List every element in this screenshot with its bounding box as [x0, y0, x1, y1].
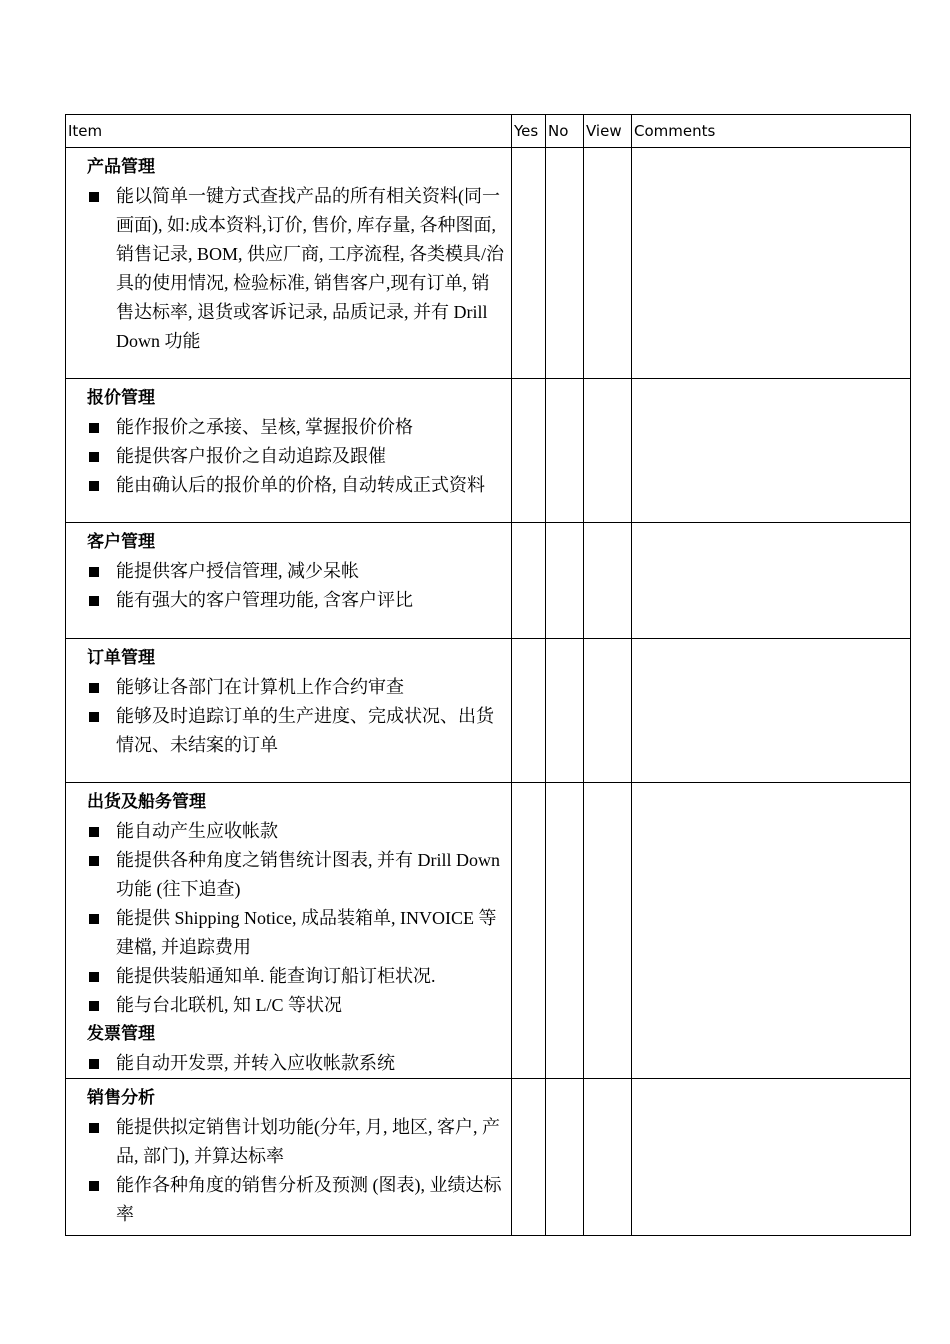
list-item: 能作报价之承接、呈核, 掌握报价价格 — [87, 413, 507, 442]
table-row — [66, 379, 911, 523]
header-row — [66, 115, 911, 148]
table-row — [66, 1079, 911, 1236]
yes-cell[interactable] — [512, 523, 546, 639]
comments-cell[interactable] — [632, 379, 911, 523]
list-item: 能够及时追踪订单的生产进度、完成状况、出货情况、未结案的订单 — [87, 702, 507, 760]
list-item: 能提供各种角度之销售统计图表, 并有 Drill Down 功能 (往下追查) — [87, 846, 507, 904]
table-row — [66, 523, 911, 639]
comments-cell[interactable] — [632, 148, 911, 379]
yes-cell[interactable] — [512, 148, 546, 379]
comments-cell[interactable] — [632, 783, 911, 1079]
yes-cell[interactable] — [512, 783, 546, 1079]
comments-cell[interactable] — [632, 523, 911, 639]
header-no: No — [546, 115, 584, 148]
no-cell[interactable] — [546, 1079, 584, 1236]
no-cell[interactable] — [546, 148, 584, 379]
header-item: Item — [66, 115, 512, 148]
view-cell[interactable] — [584, 1079, 632, 1236]
yes-cell[interactable] — [512, 1079, 546, 1236]
view-cell[interactable] — [584, 148, 632, 379]
section-subtitle: 发票管理 — [87, 1024, 155, 1044]
header-comments: Comments — [632, 115, 911, 148]
section-title: 产品管理 — [87, 157, 155, 177]
view-cell[interactable] — [584, 379, 632, 523]
list-item: 能提供拟定销售计划功能(分年, 月, 地区, 客户, 产品, 部门), 并算达标率 — [87, 1113, 507, 1171]
list-item: 能与台北联机, 知 L/C 等状况 — [87, 991, 507, 1020]
no-cell[interactable] — [546, 523, 584, 639]
list-item: 能提供客户授信管理, 减少呆帐 — [87, 557, 507, 586]
section-title: 订单管理 — [87, 648, 155, 668]
no-cell[interactable] — [546, 379, 584, 523]
list-item: 能有强大的客户管理功能, 含客户评比 — [87, 586, 507, 615]
list-item: 能自动开发票, 并转入应收帐款系统 — [87, 1049, 507, 1078]
view-cell[interactable] — [584, 523, 632, 639]
section-title: 客户管理 — [87, 532, 155, 552]
list-item: 能由确认后的报价单的价格, 自动转成正式资料 — [87, 471, 507, 500]
section-title: 报价管理 — [87, 388, 155, 408]
view-cell[interactable] — [584, 783, 632, 1079]
list-item: 能够让各部门在计算机上作合约审查 — [87, 673, 507, 702]
comments-cell[interactable] — [632, 1079, 911, 1236]
header-yes: Yes — [512, 115, 546, 148]
header-view: View — [584, 115, 632, 148]
list-item: 能提供装船通知单. 能查询订船订柜状况. — [87, 962, 507, 991]
table-row — [66, 639, 911, 783]
view-cell[interactable] — [584, 639, 632, 783]
yes-cell[interactable] — [512, 639, 546, 783]
table-row — [66, 148, 911, 379]
no-cell[interactable] — [546, 783, 584, 1079]
list-item: 能提供客户报价之自动追踪及跟催 — [87, 442, 507, 471]
section-title: 出货及船务管理 — [87, 792, 206, 812]
section-title: 销售分析 — [87, 1088, 155, 1108]
list-item: 能以简单一键方式查找产品的所有相关资料(同一画面), 如:成本资料,订价, 售价, 库存量, 各种图面, 销售记录, BOM, 供应厂商, 工序流程, 各类模具/治具的使用情况, 检验标准, 销售客户,现有订单, 销售达标率, 退货或客诉记录, 品质记录, 并有 Drill Down 功能 — [87, 182, 507, 356]
list-item: 能自动产生应收帐款 — [87, 817, 507, 846]
yes-cell[interactable] — [512, 379, 546, 523]
table-row — [66, 783, 911, 1079]
checklist-table — [65, 114, 911, 1236]
comments-cell[interactable] — [632, 639, 911, 783]
list-item: 能作各种角度的销售分析及预测 (图表), 业绩达标率 — [87, 1171, 507, 1229]
no-cell[interactable] — [546, 639, 584, 783]
list-item: 能提供 Shipping Notice, 成品装箱单, INVOICE 等建檔, 并追踪费用 — [87, 904, 507, 962]
